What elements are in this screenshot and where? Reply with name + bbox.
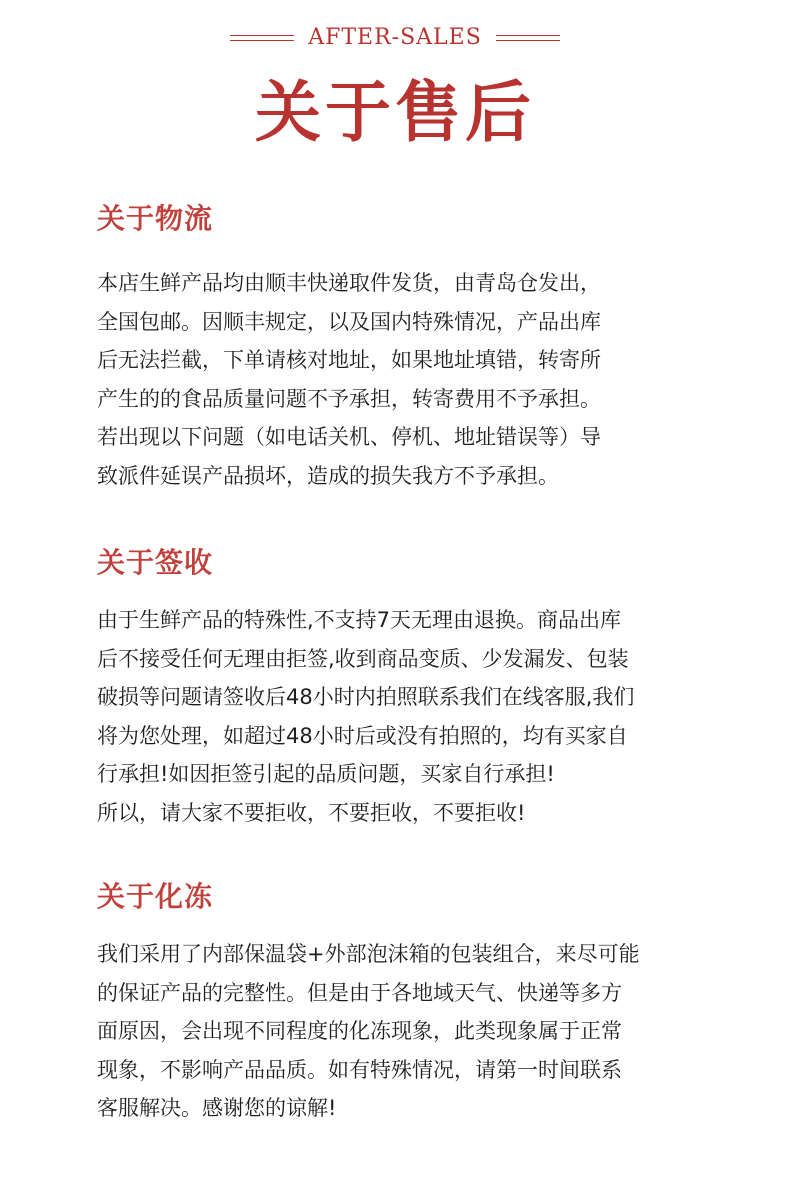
section-receipt bbox=[97, 543, 737, 832]
body-line: 致派件延误产品损坏，造成的损失我方不予承担。 bbox=[97, 463, 559, 488]
body-line: 由于生鲜产品的特殊性,不支持7天无理由退换。商品出库 bbox=[97, 608, 622, 632]
section-thawing bbox=[97, 877, 737, 1128]
page-header bbox=[0, 22, 790, 152]
left-double-rule bbox=[230, 35, 294, 41]
body-line: 后无法拦截，下单请核对地址，如果地址填错，转寄所 bbox=[97, 348, 601, 372]
body-line: 破损等问题请签收后48小时内拍照联系我们在线客服,我们 bbox=[97, 685, 635, 709]
section-logistics bbox=[97, 199, 737, 495]
section-body bbox=[97, 264, 737, 495]
section-body bbox=[97, 601, 737, 832]
section-title: 关于化冻 bbox=[97, 880, 214, 913]
body-line: 现象，不影响产品品质。如有特殊情况，请第一时间联系 bbox=[97, 1057, 622, 1082]
body-line: 所以，请大家不要拒收，不要拒收，不要拒收! bbox=[97, 800, 526, 825]
body-line: 将为您处理，如超过48小时后或没有拍照的，均有买家自 bbox=[97, 723, 628, 748]
body-line: 面原因，会出现不同程度的化冻现象，此类现象属于正常 bbox=[97, 1019, 622, 1043]
body-line: 本店生鲜产品均由顺丰快递取件发货，由青岛仓发出， bbox=[97, 271, 601, 295]
right-double-rule bbox=[496, 35, 560, 41]
body-line: 客服解决。感谢您的谅解! bbox=[97, 1096, 337, 1120]
body-line: 我们采用了内部保温袋+外部泡沫箱的包装组合，来尽可能 bbox=[97, 942, 640, 966]
eyebrow-label: AFTER-SALES bbox=[308, 25, 482, 50]
body-line: 产生的的食品质量问题不予承担，转寄费用不予承担。 bbox=[97, 386, 601, 411]
body-line: 若出现以下问题（如电话关机、停机、地址错误等）导 bbox=[97, 425, 601, 449]
eyebrow-row bbox=[0, 22, 790, 54]
section-body bbox=[97, 935, 737, 1128]
section-title: 关于物流 bbox=[97, 202, 214, 235]
body-line: 的保证产品的完整性。但是由于各地域天气、快递等多方 bbox=[97, 980, 622, 1005]
section-title: 关于签收 bbox=[97, 546, 214, 579]
body-line: 全国包邮。因顺丰规定，以及国内特殊情况，产品出库 bbox=[97, 309, 601, 334]
body-line: 后不接受任何无理由拒签,收到商品变质、少发漏发、包装 bbox=[97, 646, 629, 671]
page-title: 关于售后 bbox=[255, 73, 535, 151]
body-line: 行承担!如因拒签引起的品质问题，买家自行承担! bbox=[97, 762, 555, 786]
